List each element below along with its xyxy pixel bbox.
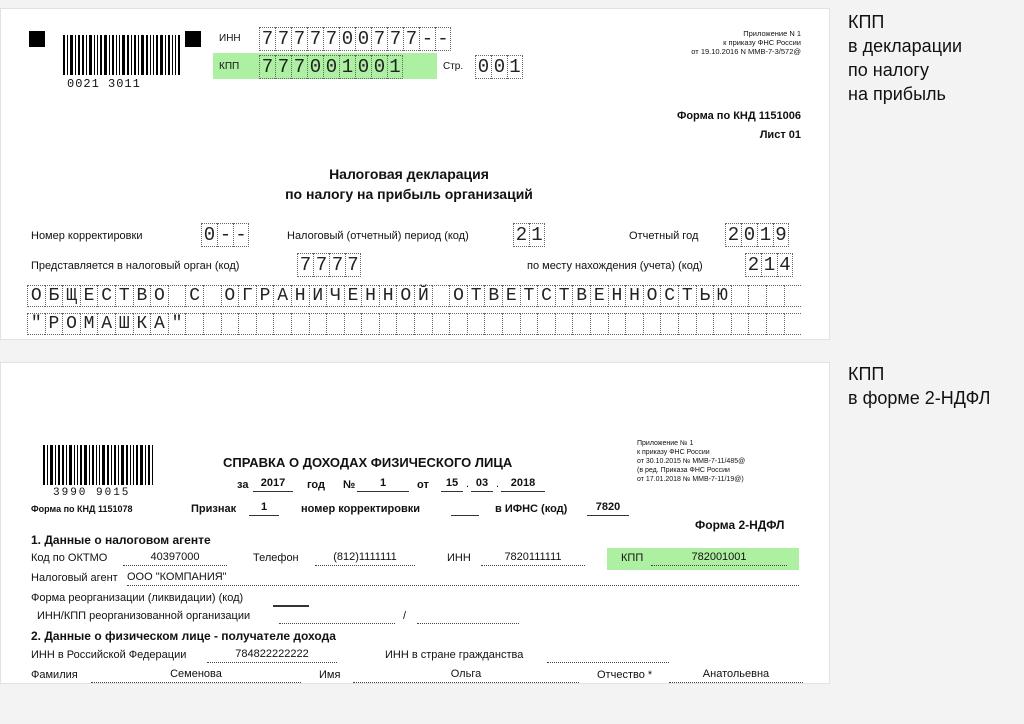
char-cell: А (150, 313, 168, 335)
char-cell (309, 313, 327, 335)
period-cells (513, 223, 545, 247)
char-cell: " (168, 313, 186, 335)
barcode-bar (55, 445, 56, 485)
page-cells (475, 55, 523, 79)
barcode-bar (131, 35, 132, 75)
corner-marker (29, 31, 45, 47)
char-cell: 7 (323, 27, 339, 51)
barcode-bar (96, 445, 97, 485)
barcode-bar (114, 445, 116, 485)
section-2-heading: 2. Данные о физическом лице - получателе дохода (31, 629, 336, 643)
char-cell: Н (361, 285, 379, 307)
char-cell (449, 313, 467, 335)
char-cell: Щ (62, 285, 80, 307)
location-cells (745, 253, 793, 277)
appendix-note: Приложение № 1 к приказу ФНС России от 30.10.2015 № ММВ-7-11/485@ (в ред. Приказа ФНС России от 17.01.2018 № ММВ-7-11/19@) (637, 440, 746, 483)
char-cell (396, 313, 414, 335)
char-cell: 7 (329, 253, 345, 277)
char-cell: 0 (741, 223, 757, 247)
barcode-bar (78, 35, 80, 75)
char-cell: - (217, 223, 233, 247)
barcode-number: 3990 9015 (53, 487, 131, 499)
char-cell: С (97, 285, 115, 307)
barcode-bar (86, 35, 87, 75)
barcode-bar (119, 35, 120, 75)
barcode-bar (89, 445, 90, 485)
char-cell: 1 (339, 55, 355, 79)
form-name: Форма 2-НДФЛ (695, 518, 785, 532)
organization-name-row-2 (27, 313, 801, 335)
barcode-bar (107, 445, 109, 485)
barcode-bar (145, 445, 146, 485)
barcode-bar (121, 445, 124, 485)
section-1-heading: 1. Данные о налоговом агенте (31, 533, 211, 547)
barcode-bar (94, 35, 95, 75)
correction-label: Номер корректировки (31, 230, 143, 242)
char-cell (467, 313, 485, 335)
char-cell: В (484, 285, 502, 307)
char-cell (608, 313, 626, 335)
char-cell: 0 (307, 55, 323, 79)
char-cell: 0 (339, 27, 355, 51)
char-cell: Ч (326, 285, 344, 307)
barcode-bar (67, 35, 68, 75)
authority-label: Представляется в налоговый орган (код) (31, 260, 240, 272)
char-cell: Т (678, 285, 696, 307)
char-cell: Е (80, 285, 98, 307)
char-cell (361, 313, 379, 335)
correction-label: номер корректировки (301, 503, 421, 515)
char-cell: 0 (475, 55, 491, 79)
char-cell: М (80, 313, 98, 335)
char-cell (590, 313, 608, 335)
char-cell (555, 313, 573, 335)
char-cell: 1 (507, 55, 523, 79)
char-cell: 7 (371, 27, 387, 51)
char-cell (731, 313, 749, 335)
char-cell (537, 313, 555, 335)
barcode-bar (100, 35, 102, 75)
char-cell: 1 (387, 55, 403, 79)
char-cell: С (537, 285, 555, 307)
char-cell (432, 313, 450, 335)
kpp-label: КПП (621, 552, 644, 564)
form-code: Форма по КНД 1151006 (676, 110, 801, 122)
char-cell: О (27, 285, 45, 307)
agent-label: Налоговый агент (31, 572, 118, 584)
char-cell: Н (625, 285, 643, 307)
ifns-code: 7820 (587, 501, 629, 516)
report-year: 2017 (253, 477, 293, 492)
phone-value: (812)1111111 (315, 551, 415, 566)
char-cell: 7 (275, 55, 291, 79)
date-day: 15 (441, 477, 463, 492)
reorg-inn-kpp-label: ИНН/КПП реорганизованной организации (37, 610, 251, 622)
char-cell (168, 285, 186, 307)
appendix-note: Приложение N 1 к приказу ФНС России от 19.10.2016 N ММВ-7-3/572@ (691, 29, 801, 56)
inn-foreign-value (547, 648, 669, 663)
char-cell: О (396, 285, 414, 307)
barcode-bar (84, 445, 87, 485)
number-label: № (343, 479, 356, 491)
barcode-bar (82, 35, 84, 75)
char-cell: Й (414, 285, 432, 307)
char-cell (572, 313, 590, 335)
barcode-bar (69, 445, 72, 485)
char-cell: Н (608, 285, 626, 307)
barcode-bar (50, 445, 53, 485)
char-cell: 7 (403, 27, 419, 51)
location-label: по месту нахождения (учета) (код) (527, 260, 703, 272)
char-cell (731, 285, 749, 307)
char-cell: О (62, 313, 80, 335)
char-cell: 1 (757, 223, 773, 247)
barcode (63, 35, 180, 75)
barcode-bar (111, 445, 112, 485)
barcode-bar (138, 35, 139, 75)
barcode-bar (146, 35, 148, 75)
char-cell (221, 313, 239, 335)
corner-marker (185, 31, 201, 47)
barcode-bar (58, 445, 60, 485)
kpp-value: 782001001 (651, 551, 787, 566)
char-cell: С (660, 285, 678, 307)
barcode-bar (172, 35, 173, 75)
char-cell (203, 285, 221, 307)
barcode-bar (134, 35, 136, 75)
char-cell (748, 313, 766, 335)
char-cell (326, 313, 344, 335)
char-cell: С (185, 285, 203, 307)
barcode-bar (160, 35, 163, 75)
char-cell: А (273, 285, 291, 307)
char-cell: О (150, 285, 168, 307)
char-cell: Б (45, 285, 63, 307)
barcode-bar (104, 35, 107, 75)
reorg-kpp-value (417, 609, 519, 624)
char-cell: В (133, 285, 151, 307)
char-cell (238, 313, 256, 335)
char-cell: 0 (201, 223, 217, 247)
char-cell: 1 (529, 223, 545, 247)
reorg-inn-value (279, 609, 395, 624)
form-code: Форма по КНД 1151078 (31, 504, 133, 514)
barcode-bar (80, 445, 82, 485)
char-cell (273, 313, 291, 335)
char-cell (643, 313, 661, 335)
barcode-bar (89, 35, 92, 75)
char-cell: 0 (355, 55, 371, 79)
char-cell: Ш (115, 313, 133, 335)
char-cell: 0 (491, 55, 507, 79)
oktmo-label: Код по ОКТМО (31, 552, 108, 564)
barcode-bar (140, 445, 143, 485)
name-label: Имя (319, 669, 341, 681)
organization-name-row-1 (27, 285, 801, 307)
char-cell (203, 313, 221, 335)
declaration-subtitle: по налогу на прибыль организаций (285, 186, 533, 202)
char-cell: К (133, 313, 151, 335)
char-cell (520, 313, 538, 335)
barcode-bar (112, 35, 114, 75)
barcode-bar (152, 445, 153, 485)
char-cell: 7 (291, 55, 307, 79)
char-cell: Т (520, 285, 538, 307)
char-cell (185, 313, 203, 335)
char-cell: В (572, 285, 590, 307)
char-cell: 7 (291, 27, 307, 51)
tax-declaration-excerpt (0, 8, 830, 340)
char-cell: Н (379, 285, 397, 307)
char-cell: Н (291, 285, 309, 307)
char-cell: 2 (513, 223, 529, 247)
char-cell: 4 (777, 253, 793, 277)
kpp-cells (259, 55, 403, 79)
char-cell: Г (238, 285, 256, 307)
barcode-bar (141, 35, 144, 75)
char-cell: Т (555, 285, 573, 307)
char-cell: 9 (773, 223, 789, 247)
char-cell: 2 (745, 253, 761, 277)
char-cell (748, 285, 766, 307)
patronymic-value: Анатольевна (669, 668, 803, 683)
year-label: год (307, 479, 325, 491)
char-cell (291, 313, 309, 335)
year-label: Отчетный год (629, 230, 699, 242)
sheet-number: Лист 01 (759, 129, 801, 141)
for-label: за (237, 479, 249, 491)
correction-cells (201, 223, 249, 247)
date-label: от (417, 479, 429, 491)
char-cell: О (643, 285, 661, 307)
char-cell: Т (115, 285, 133, 307)
char-cell: Р (45, 313, 63, 335)
char-cell: О (221, 285, 239, 307)
char-cell: - (233, 223, 249, 247)
period-label: Налоговый (отчетный) период (код) (287, 230, 469, 242)
agent-value: ООО "КОМПАНИЯ" (127, 571, 799, 586)
char-cell: 0 (355, 27, 371, 51)
char-cell (784, 285, 802, 307)
barcode-bar (127, 35, 129, 75)
char-cell (766, 285, 784, 307)
barcode-bar (153, 35, 154, 75)
barcode-bar (168, 35, 170, 75)
inn-label: ИНН (219, 33, 241, 44)
char-cell (502, 313, 520, 335)
barcode-bar (116, 35, 117, 75)
barcode-bar (43, 445, 45, 485)
barcode-bar (178, 35, 180, 75)
barcode-bar (62, 445, 64, 485)
char-cell: Ь (696, 285, 714, 307)
barcode-bar (136, 445, 138, 485)
barcode-bar (74, 445, 75, 485)
barcode-bar (150, 35, 151, 75)
certificate-title: СПРАВКА О ДОХОДАХ ФИЗИЧЕСКОГО ЛИЦА (223, 455, 513, 470)
char-cell (625, 313, 643, 335)
barcode-bar (133, 445, 134, 485)
inn-rf-value: 784822222222 (207, 648, 337, 663)
char-cell (784, 313, 802, 335)
char-cell: Е (344, 285, 362, 307)
side-caption-declaration: КПП в декларации по налогу на прибыль (848, 12, 963, 104)
page-label: Стр. (443, 61, 464, 72)
surname-label: Фамилия (31, 669, 78, 681)
barcode-bar (92, 445, 94, 485)
barcode-bar (99, 445, 100, 485)
date-month: 03 (471, 477, 493, 492)
inn-cells (259, 27, 451, 51)
year-cells (725, 223, 789, 247)
char-cell: И (309, 285, 327, 307)
char-cell: Е (502, 285, 520, 307)
barcode-bar (77, 445, 78, 485)
char-cell: Ю (713, 285, 731, 307)
barcode-bar (109, 35, 110, 75)
char-cell: 7 (297, 253, 313, 277)
barcode-bar (66, 445, 67, 485)
barcode-bar (97, 35, 98, 75)
char-cell (344, 313, 362, 335)
char-cell: " (27, 313, 45, 335)
barcode-bar (126, 445, 128, 485)
char-cell: О (449, 285, 467, 307)
barcode-bar (175, 35, 176, 75)
barcode (43, 445, 153, 485)
barcode-bar (118, 445, 119, 485)
char-cell (379, 313, 397, 335)
char-cell: 7 (345, 253, 361, 277)
char-cell: 0 (371, 55, 387, 79)
barcode-bar (70, 35, 73, 75)
oktmo-value: 40397000 (123, 551, 227, 566)
char-cell: Т (467, 285, 485, 307)
char-cell (713, 313, 731, 335)
char-cell (414, 313, 432, 335)
barcode-bar (130, 445, 131, 485)
char-cell: 7 (259, 27, 275, 51)
date-year: 2018 (501, 477, 545, 492)
barcode-bar (47, 445, 48, 485)
char-cell: 2 (725, 223, 741, 247)
barcode-number: 0021 3011 (67, 77, 141, 91)
authority-cells (297, 253, 361, 277)
char-cell (678, 313, 696, 335)
char-cell: Е (590, 285, 608, 307)
char-cell: - (435, 27, 451, 51)
char-cell: 7 (313, 253, 329, 277)
correction-value (451, 501, 479, 516)
surname-value: Семенова (91, 668, 301, 683)
char-cell (432, 285, 450, 307)
char-cell (484, 313, 502, 335)
kpp-label: КПП (219, 61, 240, 72)
ifns-label: в ИФНС (код) (495, 503, 568, 515)
barcode-bar (63, 35, 65, 75)
barcode-bar (148, 445, 150, 485)
reorg-value (273, 591, 309, 607)
slash: / (403, 610, 407, 622)
char-cell: 1 (761, 253, 777, 277)
char-cell (696, 313, 714, 335)
char-cell: Р (256, 285, 274, 307)
char-cell: 7 (275, 27, 291, 51)
inn-value: 7820111111 (481, 551, 585, 566)
sign-value: 1 (249, 501, 279, 516)
char-cell: 7 (387, 27, 403, 51)
inn-rf-label: ИНН в Российской Федерации (31, 649, 187, 661)
char-cell: А (97, 313, 115, 335)
char-cell: 7 (259, 55, 275, 79)
char-cell (660, 313, 678, 335)
char-cell: 7 (307, 27, 323, 51)
certificate-number: 1 (357, 477, 409, 492)
reorg-label: Форма реорганизации (ликвидации) (код) (31, 592, 244, 604)
phone-label: Телефон (253, 552, 299, 564)
barcode-bar (122, 35, 125, 75)
char-cell (766, 313, 784, 335)
barcode-bar (102, 445, 105, 485)
barcode-bar (156, 35, 158, 75)
ndfl-certificate-excerpt: 3990 9015 Форма по КНД 1151078 Приложение № 1 к приказу ФНС России от 30.10.2015 № ММВ-7-11/485@ (в ред. Приказа ФНС России от 17.01.2018 № ММВ-7-11/19@) СПРАВКА О ДОХОДАХ ФИЗИЧЕСКОГО ЛИЦА за 2017 год № 1 от 15 . 03 . 2018 Признак 1 номер корректировки в ИФНС (код) 7820 Форма 2-НДФЛ 1. Данные о налоговом агенте Код по ОКТМО 40397000 Телефон (812)1111111 ИНН 7820111111 КПП 782001001 Налоговый агент ООО "КОМПАНИЯ" Форма реорганизации (ликвидации) (код) ИНН/КПП реорганизованной организации / 2. Данные о физическом лице - получателе дохода ИНН в Российской Федерации 784822222222 ИНН в стране гражданства Фамилия Семенова Имя Ольга Отчество * Анатольевна (0, 362, 830, 684)
sign-label: Признак (191, 503, 237, 515)
inn-foreign-label: ИНН в стране гражданства (385, 649, 524, 661)
side-caption-ndfl: КПП в форме 2-НДФЛ (848, 364, 991, 408)
inn-label: ИНН (447, 552, 471, 564)
patronymic-label: Отчество * (597, 669, 653, 681)
char-cell (256, 313, 274, 335)
barcode-bar (75, 35, 76, 75)
declaration-title: Налоговая декларация (329, 166, 489, 182)
char-cell: 0 (323, 55, 339, 79)
char-cell: - (419, 27, 435, 51)
barcode-bar (165, 35, 166, 75)
name-value: Ольга (353, 668, 579, 683)
